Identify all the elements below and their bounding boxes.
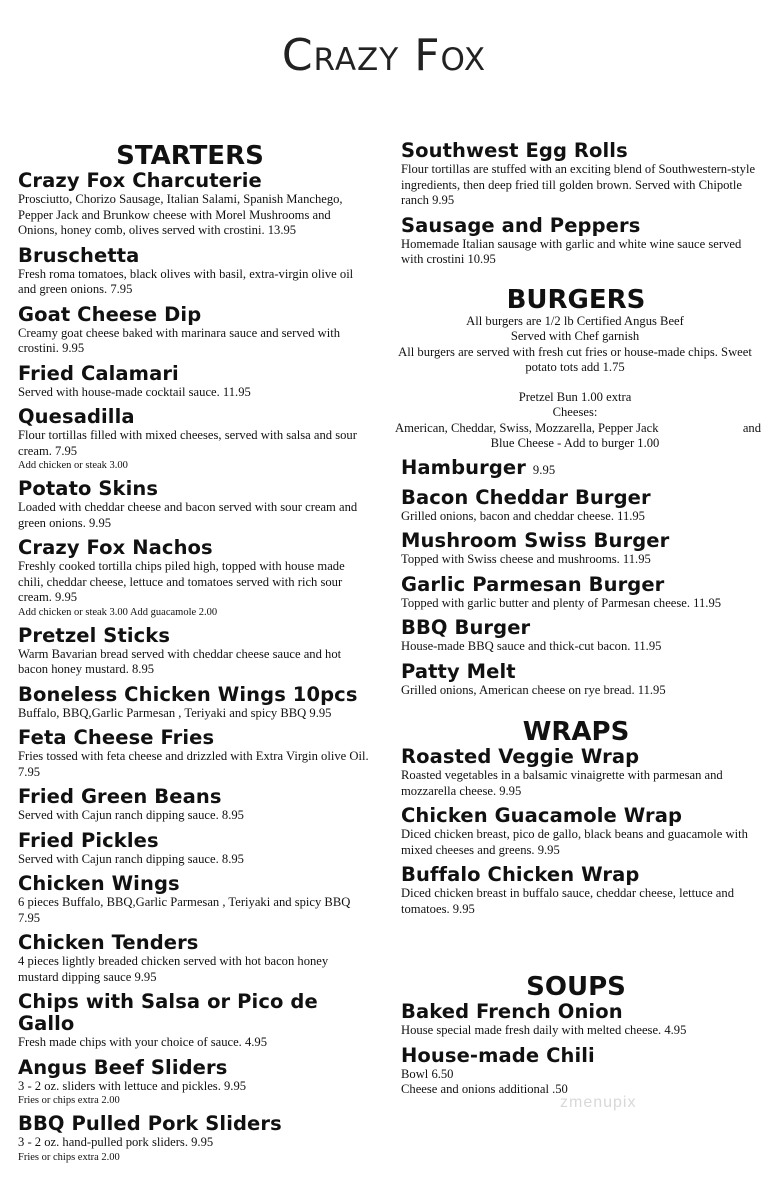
cheeses-addon: Blue Cheese - Add to burger 1.00 — [490, 436, 660, 450]
item-description: Grilled onions, bacon and cheddar cheese. 11.95 — [401, 508, 645, 523]
item-description: Fries tossed with feta cheese and drizzled with Extra Virgin olive Oil. 7.95 — [18, 749, 369, 779]
item-name: Patty Melt — [401, 659, 516, 683]
item-description: House special made fresh daily with melted cheese. 4.95 — [401, 1023, 687, 1037]
item-name: Baked French Onion — [401, 1000, 623, 1023]
item-description: House-made BBQ sauce and thick-cut bacon. 11.95 — [401, 639, 662, 653]
hamburger-price: 9.95 — [532, 462, 556, 477]
item-description: Served with Cajun ranch dipping sauce. 8.95 — [18, 808, 244, 822]
item-name: Fried Pickles — [18, 828, 159, 852]
wraps-heading: WRAPS — [522, 717, 630, 747]
item-name: Chicken Tenders — [18, 931, 199, 954]
hamburger-name: Hamburger — [401, 455, 526, 479]
burgers-intro-2: Served with Chef garnish — [510, 329, 640, 343]
menu-item — [18, 304, 370, 357]
item-note: Add chicken or steak 3.00 — [18, 460, 128, 471]
menu-item — [18, 406, 370, 472]
item-description: Creamy goat cheese baked with marinara sauce and served with crostini. 9.95 — [18, 325, 341, 355]
pretzel-bun-note: Pretzel Bun 1.00 extra — [518, 389, 632, 404]
item-name: Chicken Guacamole Wrap — [401, 804, 683, 827]
item-description: Topped with Swiss cheese and mushrooms. 11.95 — [401, 552, 651, 566]
item-description: Flour tortillas are stuffed with an exciting blend of Southwestern-style ingredients, then deep fried till golden brown. Served with Chipotle ranch 9.95 — [401, 162, 756, 207]
burgers-intro-3: All burgers are served with fresh cut fries or house-made chips. Sweet potato tots add 1.75 — [398, 344, 752, 374]
item-description: Diced chicken breast, pico de gallo, black beans and guacamole with mixed cheeses and greens. 9.95 — [401, 827, 748, 857]
menu-item — [401, 457, 761, 481]
item-name: Goat Cheese Dip — [18, 302, 202, 326]
menu-item — [18, 684, 370, 722]
menu-item — [18, 830, 370, 868]
restaurant-title: Crazy Fox — [281, 30, 487, 81]
item-name: Fried Calamari — [18, 361, 179, 385]
item-description: Fresh roma tomatoes, black olives with basil, extra-virgin olive oil and green onions. 7.95 — [18, 266, 354, 296]
item-description: Grilled onions, American cheese on rye bread. 11.95 — [401, 682, 666, 697]
soups-heading: SOUPS — [526, 972, 626, 1002]
item-description: Homemade Italian sausage with garlic and white wine sauce served with crostini 10.95 — [401, 236, 742, 266]
item-description: Buffalo, BBQ,Garlic Parmesan , Teriyaki and spicy BBQ 9.95 — [18, 705, 332, 720]
menu-item — [18, 478, 370, 531]
item-description: 3 - 2 oz. sliders with lettuce and pickles. 9.95 — [18, 1078, 247, 1093]
item-name: Quesadilla — [18, 405, 135, 428]
item-note: Fries or chips extra 2.00 — [18, 1095, 120, 1106]
menu-item — [401, 574, 761, 612]
menu-item — [18, 932, 370, 985]
menu-item — [401, 140, 761, 209]
menu-item — [401, 215, 761, 268]
item-description: Diced chicken breast in buffalo sauce, cheddar cheese, lettuce and tomatoes. 9.95 — [401, 886, 734, 916]
item-description: Flour tortillas filled with mixed cheeses, served with salsa and sour cream. 7.95 — [18, 428, 357, 458]
item-name: Fried Green Beans — [18, 785, 222, 808]
item-description: Loaded with cheddar cheese and bacon served with sour cream and green onions. 9.95 — [18, 500, 358, 530]
item-name: Chips with Salsa or Pico de Gallo — [18, 990, 318, 1035]
item-name: Boneless Chicken Wings 10pcs — [18, 682, 358, 706]
item-description: Fresh made chips with your choice of sauce. 4.95 — [18, 1035, 268, 1049]
item-description: Warm Bavarian bread served with cheddar cheese sauce and hot bacon honey mustard. 8.95 — [18, 646, 342, 676]
menu-item — [401, 487, 761, 525]
menu-item — [18, 991, 370, 1051]
item-description: Served with house-made cocktail sauce. 11.95 — [18, 384, 251, 399]
cheeses-list — [395, 421, 761, 437]
burgers-heading: BURGERS — [506, 284, 646, 315]
item-description-extra: Cheese and onions additional .50 — [401, 1082, 568, 1096]
watermark: zmenupix — [560, 1094, 637, 1111]
item-note: Add chicken or steak 3.00 Add guacamole 2.00 — [18, 606, 218, 618]
item-name: House-made Chili — [401, 1043, 595, 1067]
item-description: 6 pieces Buffalo, BBQ,Garlic Parmesan , Teriyaki and spicy BBQ 7.95 — [18, 895, 351, 925]
menu-item — [401, 1001, 761, 1039]
item-name: BBQ Pulled Pork Sliders — [18, 1112, 282, 1135]
menu-item — [18, 786, 370, 824]
item-name: Crazy Fox Charcuterie — [18, 169, 262, 192]
item-name: Chicken Wings — [18, 872, 180, 895]
right-column — [395, 139, 761, 1104]
menu-item — [401, 805, 761, 858]
menu-item — [18, 363, 370, 401]
burgers-intro-1: All burgers are 1/2 lb Certified Angus Beef — [466, 313, 684, 328]
item-name: Buffalo Chicken Wrap — [401, 863, 640, 886]
item-name: Roasted Veggie Wrap — [401, 745, 640, 768]
cheeses-label: Cheeses: — [552, 405, 598, 419]
starters-heading: STARTERS — [116, 141, 264, 171]
item-description: 4 pieces lightly breaded chicken served with hot bacon honey mustard dipping sauce 9.95 — [18, 954, 329, 984]
cheeses-options: American, Cheddar, Swiss, Mozzarella, Pepper Jack — [395, 420, 659, 435]
menu-item — [18, 727, 370, 780]
item-name: Southwest Egg Rolls — [401, 139, 628, 162]
menu-item — [18, 1113, 370, 1164]
item-name: Sausage and Peppers — [401, 213, 641, 237]
item-name: Garlic Parmesan Burger — [401, 572, 665, 596]
menu-item — [18, 873, 370, 926]
item-name: Pretzel Sticks — [18, 623, 171, 647]
item-description: 3 - 2 oz. hand-pulled pork sliders. 9.95 — [18, 1135, 214, 1149]
menu-item — [401, 746, 761, 799]
menu-item — [18, 625, 370, 678]
item-name: BBQ Burger — [401, 616, 531, 639]
menu-item — [401, 864, 761, 917]
menu-item — [401, 1045, 761, 1098]
item-name: Feta Cheese Fries — [18, 726, 215, 749]
item-description: Bowl 6.50 — [401, 1066, 454, 1081]
item-name: Bacon Cheddar Burger — [401, 485, 651, 509]
item-description: Freshly cooked tortilla chips piled high, topped with house made chili, cheddar cheese, lettuce and tomatoes served with rich sour cream. 9.95 — [18, 559, 345, 604]
item-name: Bruschetta — [18, 243, 140, 267]
item-name: Potato Skins — [18, 477, 159, 500]
menu-item — [18, 245, 370, 298]
item-name: Mushroom Swiss Burger — [401, 529, 670, 552]
item-description: Served with Cajun ranch dipping sauce. 8.95 — [18, 851, 244, 866]
item-description: Roasted vegetables in a balsamic vinaigrette with parmesan and mozzarella cheese. 9.95 — [401, 768, 723, 798]
left-column — [18, 140, 370, 1170]
menu-item — [401, 617, 761, 655]
item-note: Fries or chips extra 2.00 — [18, 1151, 120, 1163]
menu-item — [401, 530, 761, 568]
item-name — [401, 457, 761, 481]
menu-item — [18, 537, 370, 619]
item-name: Angus Beef Sliders — [18, 1055, 228, 1079]
menu-item — [18, 170, 370, 239]
menu-item — [401, 661, 761, 699]
menu-item — [18, 1057, 370, 1108]
item-description: Topped with garlic butter and plenty of Parmesan cheese. 11.95 — [401, 595, 722, 610]
item-name: Crazy Fox Nachos — [18, 536, 213, 559]
cheeses-and: and — [742, 420, 761, 435]
item-description: Prosciutto, Chorizo Sausage, Italian Salami, Spanish Manchego, Pepper Jack and Brunkow cheese with Morel Mushrooms and Onions, honey comb, olives served with crostini. 13.95 — [18, 192, 343, 237]
